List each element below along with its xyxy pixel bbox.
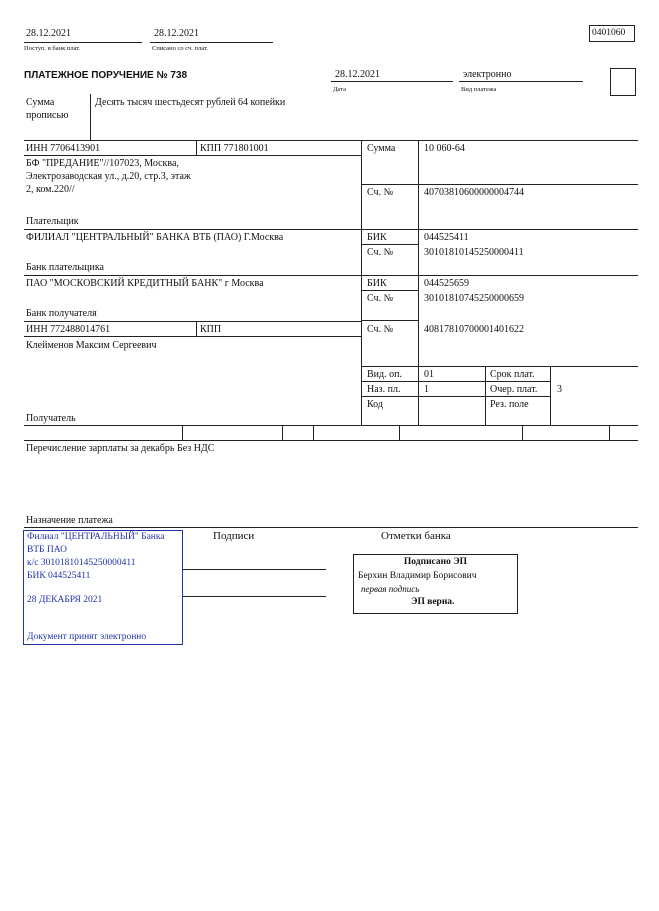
naz-pl-label: Наз. пл. xyxy=(367,384,401,395)
recipient-bik-label: БИК xyxy=(367,278,387,289)
vid-op: 01 xyxy=(424,369,434,380)
e-signature-role: первая подпись xyxy=(361,584,420,594)
payment-type: электронно xyxy=(463,69,512,80)
divider xyxy=(361,320,418,321)
form-code: 0401060 xyxy=(592,28,626,38)
order-date: 28.12.2021 xyxy=(335,69,380,80)
divider xyxy=(24,229,638,230)
payer-inn: ИНН 7706413901 xyxy=(26,143,101,154)
divider xyxy=(361,396,550,397)
ocher-label: Очер. плат. xyxy=(490,384,538,395)
payer-bank-name: ФИЛИАЛ "ЦЕНТРАЛЬНЫЙ" БАНКА ВТБ (ПАО) Г.Москва xyxy=(26,232,284,243)
bank-received-label: Поступ. в банк плат. xyxy=(24,45,81,52)
divider xyxy=(399,425,400,440)
recipient-label: Получатель xyxy=(26,413,76,424)
signature-line-1 xyxy=(183,569,326,570)
purpose-label: Назначение платежа xyxy=(26,515,113,526)
stamp-footer: Документ принят электронно xyxy=(27,632,147,642)
divider xyxy=(361,366,638,367)
srok-label: Срок плат. xyxy=(490,369,535,380)
payer-bank-label: Банк плательщика xyxy=(26,262,104,273)
recipient-name: Клейменов Максим Сергеевич xyxy=(26,340,157,351)
divider xyxy=(331,81,453,82)
payer-corr-account: 30101810145250000411 xyxy=(424,247,524,258)
divider xyxy=(361,140,362,425)
payer-name-2: Электрозаводская ул., д.20, стр.3, этаж xyxy=(26,171,191,182)
payer-label: Плательщик xyxy=(26,216,79,227)
payer-name-1: БФ "ПРЕДАНИЕ"//107023, Москва, xyxy=(26,158,179,169)
divider xyxy=(361,184,638,185)
divider xyxy=(24,275,638,276)
payment-type-label: Вид платежа xyxy=(461,86,497,93)
divider xyxy=(90,94,91,140)
recipient-bank-name: ПАО "МОСКОВСКИЙ КРЕДИТНЫЙ БАНК" г Москва xyxy=(26,278,264,289)
divider xyxy=(361,290,418,291)
payer-bik-label: БИК xyxy=(367,232,387,243)
divider xyxy=(24,527,638,528)
debited-label: Списано со сч. плат. xyxy=(152,45,208,52)
status-box xyxy=(610,68,636,96)
stamp-line-3: к/с 30101810145250000411 xyxy=(27,558,136,568)
divider xyxy=(609,425,610,440)
payer-bik: 044525411 xyxy=(424,232,469,243)
vid-op-label: Вид. оп. xyxy=(367,369,402,380)
divider xyxy=(24,425,638,426)
recipient-account-label: Сч. № xyxy=(367,324,394,335)
divider xyxy=(361,381,550,382)
divider xyxy=(24,155,362,156)
divider xyxy=(418,140,419,425)
stamp-line-1: Филиал "ЦЕНТРАЛЬНЫЙ" Банка xyxy=(27,532,165,542)
amount-value: 10 060-64 xyxy=(424,143,465,154)
payer-account: 40703810600000004744 xyxy=(424,187,524,198)
divider xyxy=(522,425,523,440)
recipient-corr-label: Сч. № xyxy=(367,293,394,304)
payer-kpp: КПП 771801001 xyxy=(200,143,269,154)
divider xyxy=(24,321,362,322)
e-signature-signer: Берхин Владимир Борисович xyxy=(358,571,477,581)
bank-received-date: 28.12.2021 xyxy=(26,28,71,39)
divider xyxy=(313,425,314,440)
amount-label: Сумма xyxy=(367,143,396,154)
divider xyxy=(550,366,551,425)
signature-line-2 xyxy=(183,596,326,597)
payer-name-3: 2, ком.220// xyxy=(26,184,75,195)
page-title: ПЛАТЕЖНОЕ ПОРУЧЕНИЕ № 738 xyxy=(24,70,188,81)
recipient-account: 40817810700001401622 xyxy=(424,324,524,335)
recipient-corr-account: 30101810745250000659 xyxy=(424,293,524,304)
amount-words-value: Десять тысяч шестьдесят рублей 64 копейки xyxy=(95,97,286,108)
divider xyxy=(24,440,638,441)
amount-words-label-2: прописью xyxy=(26,110,69,121)
divider xyxy=(196,140,197,155)
purpose-text: Перечисление зарплаты за декабрь Без НДС xyxy=(26,443,215,454)
recipient-bik: 044525659 xyxy=(424,278,469,289)
divider xyxy=(282,425,283,440)
divider xyxy=(24,336,362,337)
recipient-kpp: КПП xyxy=(200,324,222,335)
debited-date: 28.12.2021 xyxy=(154,28,199,39)
bank-stamp xyxy=(23,530,183,645)
amount-words-label: Сумма xyxy=(26,97,55,108)
divider xyxy=(24,140,638,141)
e-signature-status: ЭП верна. xyxy=(411,597,455,607)
rez-label: Рез. поле xyxy=(490,399,529,410)
naz-pl: 1 xyxy=(424,384,429,395)
stamp-line-2: ВТБ ПАО xyxy=(27,545,67,555)
payer-account-label: Сч. № xyxy=(367,187,394,198)
divider xyxy=(24,42,142,43)
stamp-date: 28 ДЕКАБРЯ 2021 xyxy=(27,595,103,605)
recipient-bank-label: Банк получателя xyxy=(26,308,97,319)
e-signature-title: Подписано ЭП xyxy=(403,557,468,567)
signatures-label: Подписи xyxy=(213,530,255,542)
divider xyxy=(150,42,273,43)
divider xyxy=(361,244,418,245)
payer-corr-label: Сч. № xyxy=(367,247,394,258)
order-date-label: Дата xyxy=(333,86,346,93)
divider xyxy=(196,321,197,336)
divider xyxy=(459,81,583,82)
bank-marks-label: Отметки банка xyxy=(381,530,451,542)
kod-label: Код xyxy=(367,399,383,410)
ocher: 3 xyxy=(557,384,562,395)
divider xyxy=(182,425,183,440)
recipient-inn: ИНН 772488014761 xyxy=(26,324,111,335)
stamp-line-4: БИК 044525411 xyxy=(27,571,91,581)
